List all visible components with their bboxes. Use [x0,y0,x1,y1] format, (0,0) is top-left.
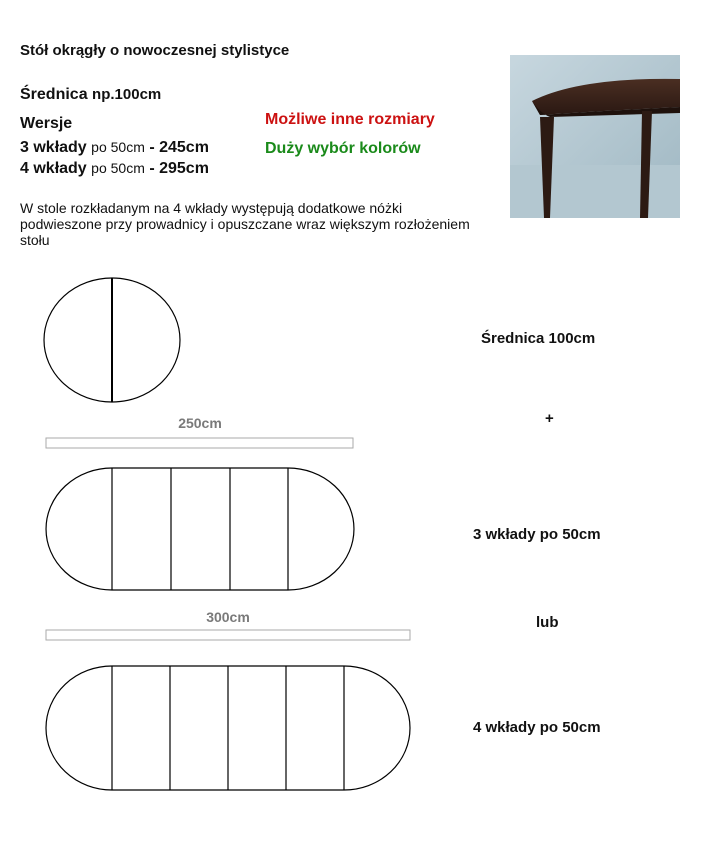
page-title: Stół okrągły o nowoczesnej stylistyce [20,42,290,59]
version-length: 245cm [159,139,209,156]
extended-table-3-leaves [46,415,354,590]
diameter-caption: Średnica 100cm [481,330,596,347]
version-sep: - [149,160,155,177]
three-leaves-caption: 3 wkłady po 50cm [473,526,601,543]
table-photo [510,55,680,218]
or-caption: lub [536,614,559,631]
version-item [20,160,209,178]
diameter-value: np.100cm [92,86,162,103]
version-item [20,139,209,157]
versions-heading: Wersje [20,115,73,132]
extended-table-4-leaves [46,609,410,790]
plus-sign: + [545,410,554,427]
version-per: po 50cm [91,160,145,176]
other-sizes-note: Możliwe inne rozmiary [265,111,435,128]
version-count: 3 wkłady [20,139,87,156]
round-table-top [44,278,180,402]
diameter-label: Średnica [20,86,88,103]
version-per: po 50cm [91,139,145,155]
version-count: 4 wkłady [20,160,87,177]
version-sep: - [149,139,155,156]
four-leaves-caption: 4 wkłady po 50cm [473,719,601,736]
dimension-label: 300cm [206,609,250,625]
table-layout-diagram [0,270,724,847]
version-length: 295cm [159,160,209,177]
dimension-label: 250cm [178,415,222,431]
description: W stole rozkładanym na 4 wkłady występują dodatkowe nóżki podwieszone przy prowadnicy i opuszczane wraz większym rozłożeniem stołu [20,200,470,248]
colors-note: Duży wybór kolorów [265,140,421,157]
diameter-line [20,86,161,104]
